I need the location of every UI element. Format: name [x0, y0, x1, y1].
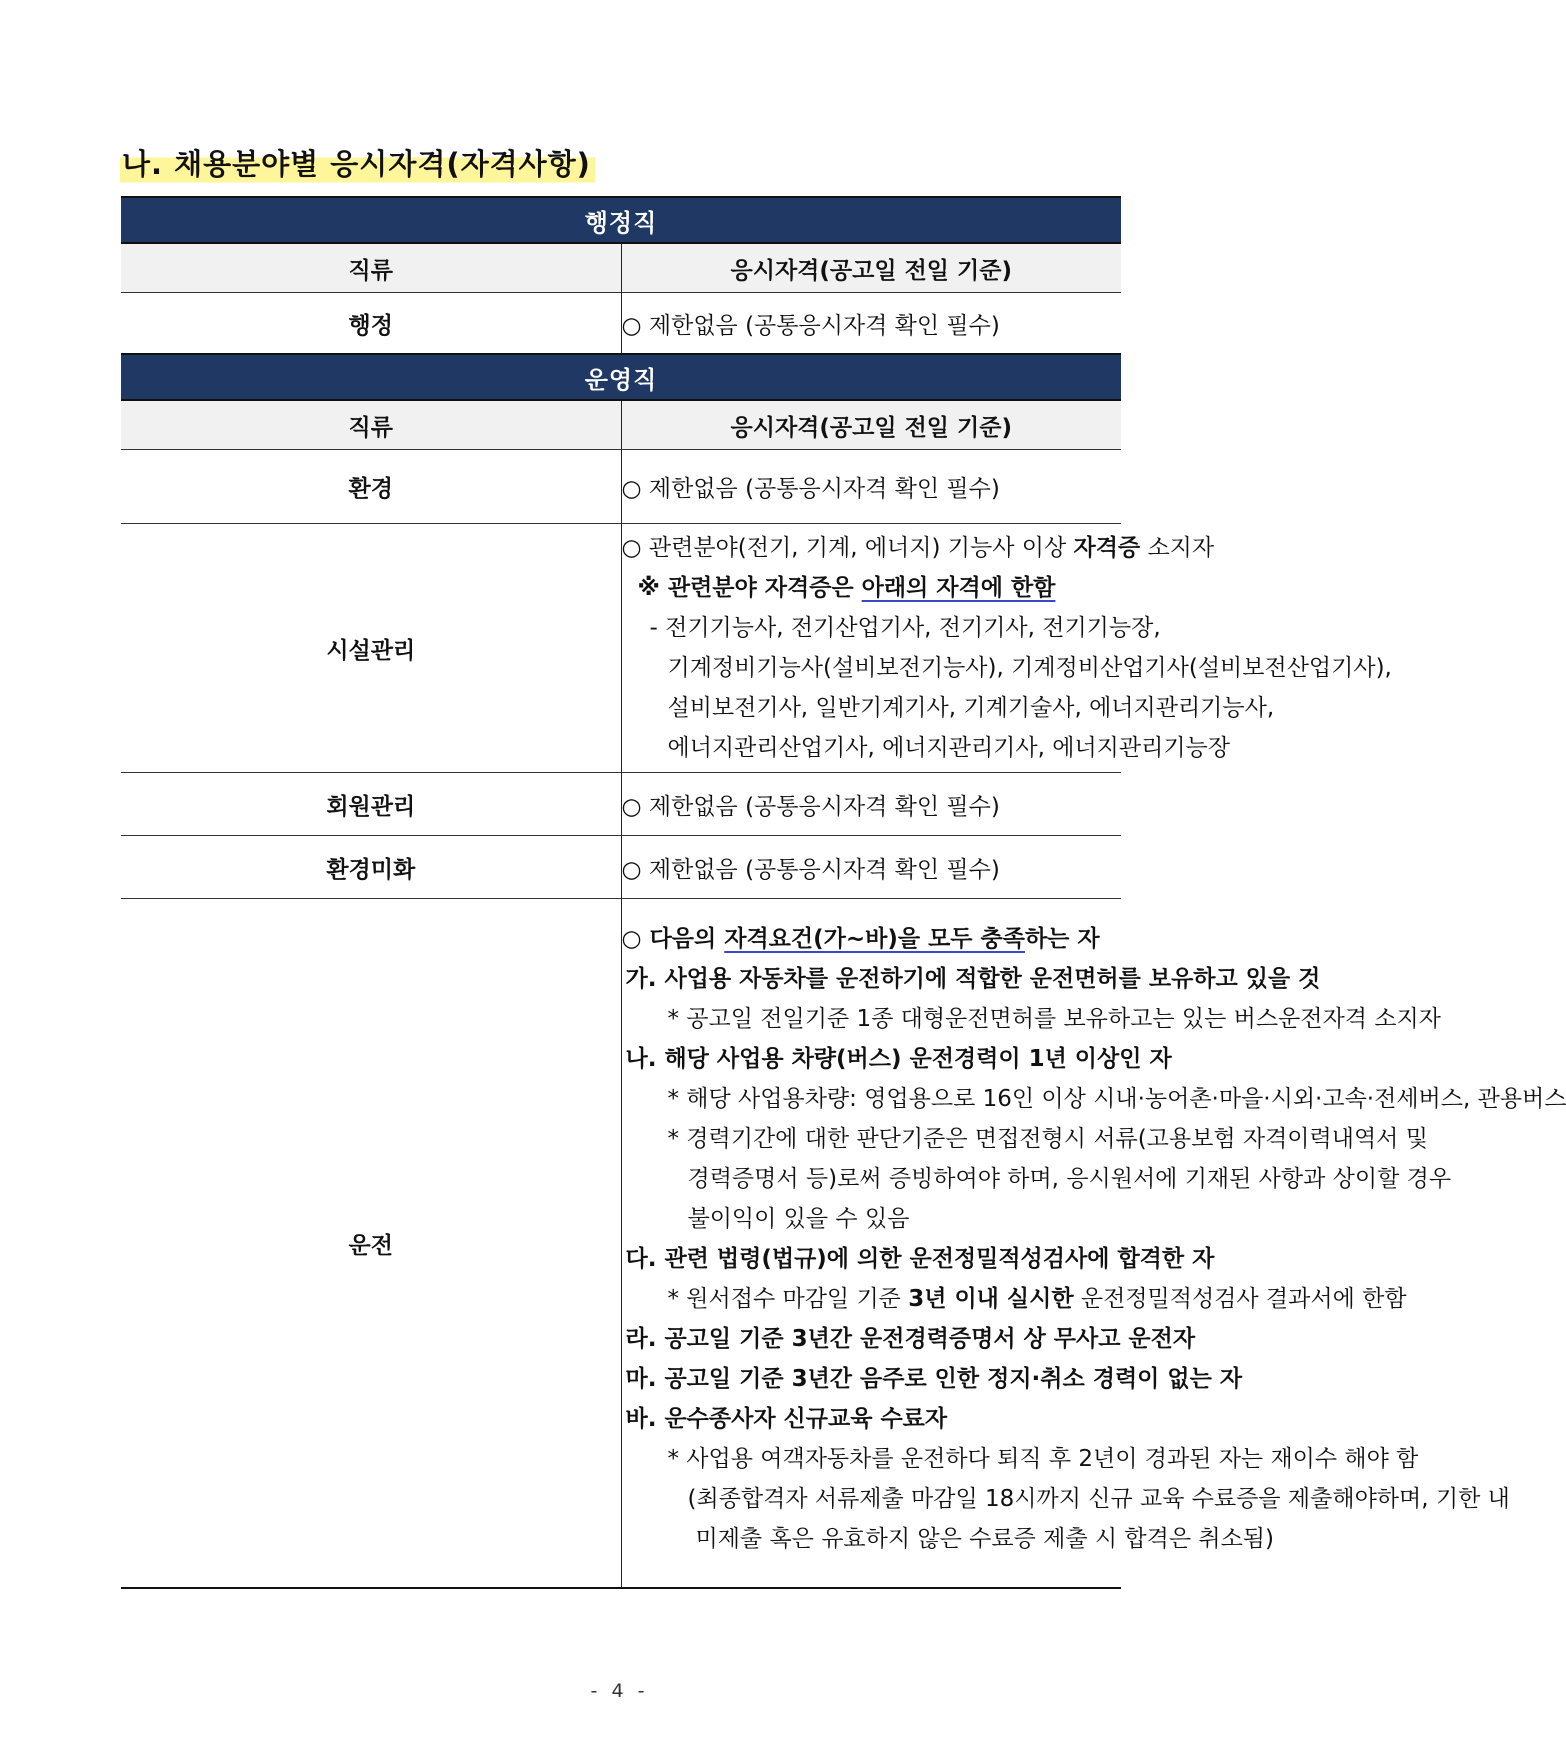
job-label-facility: 시설관리 [121, 524, 621, 773]
admin-col-qual: 응시자격(공고일 전일 기준) [621, 243, 1121, 293]
ops-header-row [121, 400, 1121, 450]
table-row [121, 524, 1121, 773]
table-row [121, 899, 1121, 1589]
page-number: - 4 - [590, 1680, 649, 1702]
job-label-env: 환경 [121, 450, 621, 524]
driving-item-ba: 바. 운수종사자 신규교육 수료자 [625, 1406, 948, 1432]
facility-line-5: 설비보전기사, 일반기계기사, 기계기술사, 에너지관리기능사, [667, 695, 1275, 721]
driving-item-na: 나. 해당 사업용 차량(버스) 운전경력이 1년 이상인 자 [625, 1046, 1172, 1072]
driving-item-ga: 가. 사업용 자동차를 운전하기에 적합한 운전면허를 보유하고 있을 것 [625, 966, 1321, 992]
qual-text-beauty: ○ 제한없음 (공통응시자격 확인 필수) [621, 836, 1121, 899]
qual-text-env: ○ 제한없음 (공통응시자격 확인 필수) [621, 450, 1121, 524]
job-label-admin: 행정 [121, 293, 621, 354]
facility-line-3: - 전기기능사, 전기산업기사, 전기기사, 전기기능장, [649, 615, 1161, 641]
driving-note-na-1: * 해당 사업용차량: 영업용으로 16인 이상 시내·농어촌·마을·시외·고속·전세버스, 관용버스 [667, 1086, 1566, 1112]
driving-note-na-2c: 불이익이 있을 수 있음 [687, 1206, 910, 1232]
ops-band-title: 운영직 [121, 354, 1121, 400]
driving-note-na-2b: 경력증명서 등)로써 증빙하여야 하며, 응시원서에 기재된 사항과 상이할 경우 [687, 1166, 1452, 1192]
driving-note-ba-1: * 사업용 여객자동차를 운전하다 퇴직 후 2년이 경과된 자는 재이수 해야 함 [667, 1446, 1419, 1472]
driving-note-ba-2: (최종합격자 서류제출 마감일 18시까지 신규 교육 수료증을 제출해야하며, 기한 내 [687, 1486, 1510, 1512]
driving-item-ma: 마. 공고일 기준 3년간 음주로 인한 정지·취소 경력이 없는 자 [625, 1366, 1243, 1392]
admin-band-row [121, 197, 1121, 243]
driving-note-ba-3: 미제출 혹은 유효하지 않은 수료증 제출 시 합격은 취소됨) [695, 1526, 1274, 1552]
ops-band-row [121, 354, 1121, 400]
driving-item-ra: 라. 공고일 기준 3년간 운전경력증명서 상 무사고 운전자 [625, 1326, 1196, 1352]
driving-note-ga: * 공고일 전일기준 1종 대형운전면허를 보유하고는 있는 버스운전자격 소지자 [667, 1006, 1441, 1032]
qual-text-admin: ○ 제한없음 (공통응시자격 확인 필수) [621, 293, 1121, 354]
admin-header-row [121, 243, 1121, 293]
admin-band-title: 행정직 [121, 197, 1121, 243]
section-heading: 나. 채용분야별 응시자격(자격사항) [120, 142, 595, 186]
qual-text-member: ○ 제한없음 (공통응시자격 확인 필수) [621, 773, 1121, 836]
driving-note-da: * 원서접수 마감일 기준 3년 이내 실시한 운전정밀적성검사 결과서에 한함 [667, 1286, 1407, 1312]
driving-item-da: 다. 관련 법령(법규)에 의한 운전정밀적성검사에 합격한 자 [625, 1246, 1215, 1272]
table-row [121, 836, 1121, 899]
section-heading-wrap [120, 142, 595, 186]
admin-table [121, 196, 1121, 354]
facility-line-2: ※ 관련분야 자격증은 아래의 자격에 한함 [637, 575, 1056, 601]
table-row [121, 293, 1121, 354]
job-label-beauty: 환경미화 [121, 836, 621, 899]
qual-cell-facility [621, 524, 1392, 773]
facility-line-1: ○ 관련분야(전기, 기계, 에너지) 기능사 이상 자격증 소지자 [621, 535, 1215, 561]
qual-cell-driving [621, 899, 1566, 1589]
job-label-member: 회원관리 [121, 773, 621, 836]
admin-col-job: 직류 [121, 243, 621, 293]
driving-note-na-2a: * 경력기간에 대한 판단기준은 면접전형시 서류(고용보험 자격이력내역서 및 [667, 1126, 1428, 1152]
job-label-driving: 운전 [121, 899, 621, 1589]
ops-table [121, 353, 1566, 1589]
facility-line-4: 기계정비기능사(설비보전기능사), 기계정비산업기사(설비보전산업기사), [667, 655, 1392, 681]
table-row [121, 450, 1121, 524]
table-row [121, 773, 1121, 836]
ops-col-qual: 응시자격(공고일 전일 기준) [621, 400, 1121, 450]
facility-line-6: 에너지관리산업기사, 에너지관리기사, 에너지관리기능장 [667, 735, 1230, 761]
ops-col-job: 직류 [121, 400, 621, 450]
driving-intro: ○ 다음의 자격요건(가~바)을 모두 충족하는 자 [621, 926, 1100, 952]
